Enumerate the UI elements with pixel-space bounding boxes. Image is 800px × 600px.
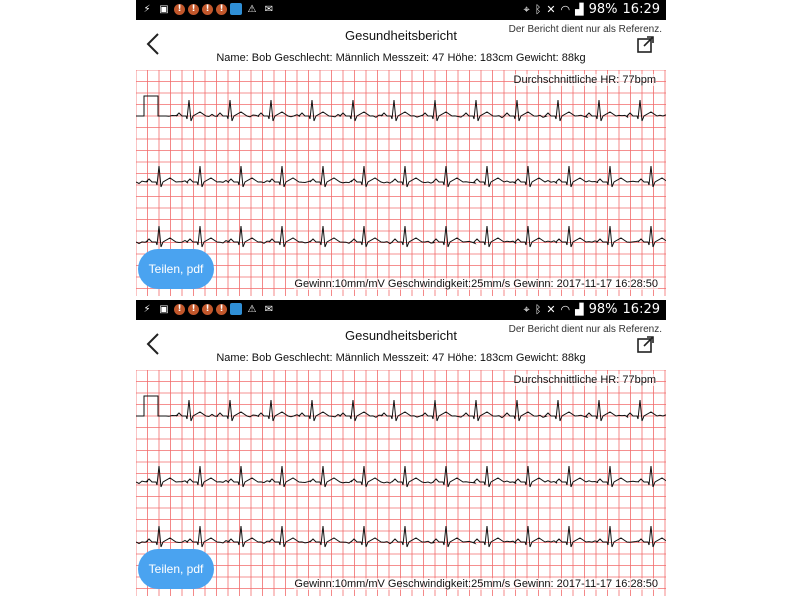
clock: 16:29 bbox=[622, 302, 660, 317]
notification-icon: ! bbox=[174, 4, 185, 15]
page-title: Gesundheitsbericht bbox=[344, 28, 457, 43]
disclaimer: Der Bericht dient nur als Referenz. bbox=[508, 24, 662, 35]
ecg-grid bbox=[136, 70, 666, 296]
warning-icon: ⚠ bbox=[247, 303, 257, 315]
wifi-icon: ◠ bbox=[560, 3, 571, 16]
app-screen bbox=[136, 0, 666, 300]
ecg-grid bbox=[136, 370, 666, 596]
notification-icon: ! bbox=[202, 4, 213, 15]
image-icon: ▣ bbox=[159, 303, 169, 315]
app-bar bbox=[136, 320, 666, 368]
export-icon[interactable] bbox=[636, 334, 656, 354]
notification-icon: ! bbox=[216, 304, 227, 315]
wifi-icon: ◠ bbox=[560, 303, 571, 316]
ecg-trace bbox=[136, 96, 666, 121]
mute-icon: ✕ bbox=[546, 303, 556, 316]
ecg-chart bbox=[136, 370, 666, 596]
average-heart-rate: Durchschnittliche HR: 77bpm bbox=[513, 374, 656, 386]
ecg-chart bbox=[136, 70, 666, 296]
export-icon[interactable] bbox=[636, 34, 656, 54]
image-icon: ▣ bbox=[159, 3, 169, 15]
mail-icon: ✉ bbox=[264, 303, 274, 315]
ecg-trace bbox=[136, 466, 666, 487]
bluetooth-icon: ᛒ bbox=[534, 3, 542, 16]
app-bar bbox=[136, 20, 666, 68]
recording-settings: Gewinn:10mm/mV Geschwindigkeit:25mm/s Gewinn: 2017-11-17 16:28:50 bbox=[294, 578, 658, 590]
share-pdf-button[interactable]: Teilen, pdf bbox=[138, 549, 214, 589]
location-icon: ⌖ bbox=[523, 2, 530, 16]
notification-icon: ! bbox=[188, 4, 199, 15]
mute-icon: ✕ bbox=[546, 3, 556, 16]
disclaimer: Der Bericht dient nur als Referenz. bbox=[508, 324, 662, 335]
status-bar bbox=[136, 0, 666, 20]
silent-icon: ⚡ bbox=[143, 303, 151, 315]
average-heart-rate: Durchschnittliche HR: 77bpm bbox=[513, 74, 656, 86]
page-title: Gesundheitsbericht bbox=[344, 328, 457, 343]
warning-icon: ⚠ bbox=[247, 3, 257, 15]
silent-icon: ⚡ bbox=[143, 3, 151, 15]
app-icon bbox=[230, 3, 242, 15]
clock: 16:29 bbox=[622, 2, 660, 17]
battery-level: 98% bbox=[588, 2, 618, 17]
status-bar bbox=[136, 300, 666, 320]
patient-info: Name: Bob Geschlecht: Männlich Messzeit: 47 Höhe: 183cm Gewicht: 88kg bbox=[216, 352, 586, 364]
bluetooth-icon: ᛒ bbox=[534, 303, 542, 316]
signal-icon: ▟ bbox=[575, 3, 584, 16]
ecg-trace bbox=[136, 396, 666, 421]
notification-icon: ! bbox=[202, 304, 213, 315]
ecg-trace bbox=[136, 226, 666, 247]
ecg-trace bbox=[136, 166, 666, 187]
mail-icon: ✉ bbox=[264, 3, 274, 15]
notification-icon: ! bbox=[174, 304, 185, 315]
share-pdf-button[interactable]: Teilen, pdf bbox=[138, 249, 214, 289]
notification-icon: ! bbox=[188, 304, 199, 315]
signal-icon: ▟ bbox=[575, 303, 584, 316]
app-icon bbox=[230, 303, 242, 315]
recording-settings: Gewinn:10mm/mV Geschwindigkeit:25mm/s Gewinn: 2017-11-17 16:28:50 bbox=[294, 278, 658, 290]
notification-icon: ! bbox=[216, 4, 227, 15]
ecg-trace bbox=[136, 526, 666, 547]
patient-info: Name: Bob Geschlecht: Männlich Messzeit: 47 Höhe: 183cm Gewicht: 88kg bbox=[216, 52, 586, 64]
battery-level: 98% bbox=[588, 302, 618, 317]
app-screen bbox=[136, 300, 666, 600]
location-icon: ⌖ bbox=[523, 302, 530, 316]
